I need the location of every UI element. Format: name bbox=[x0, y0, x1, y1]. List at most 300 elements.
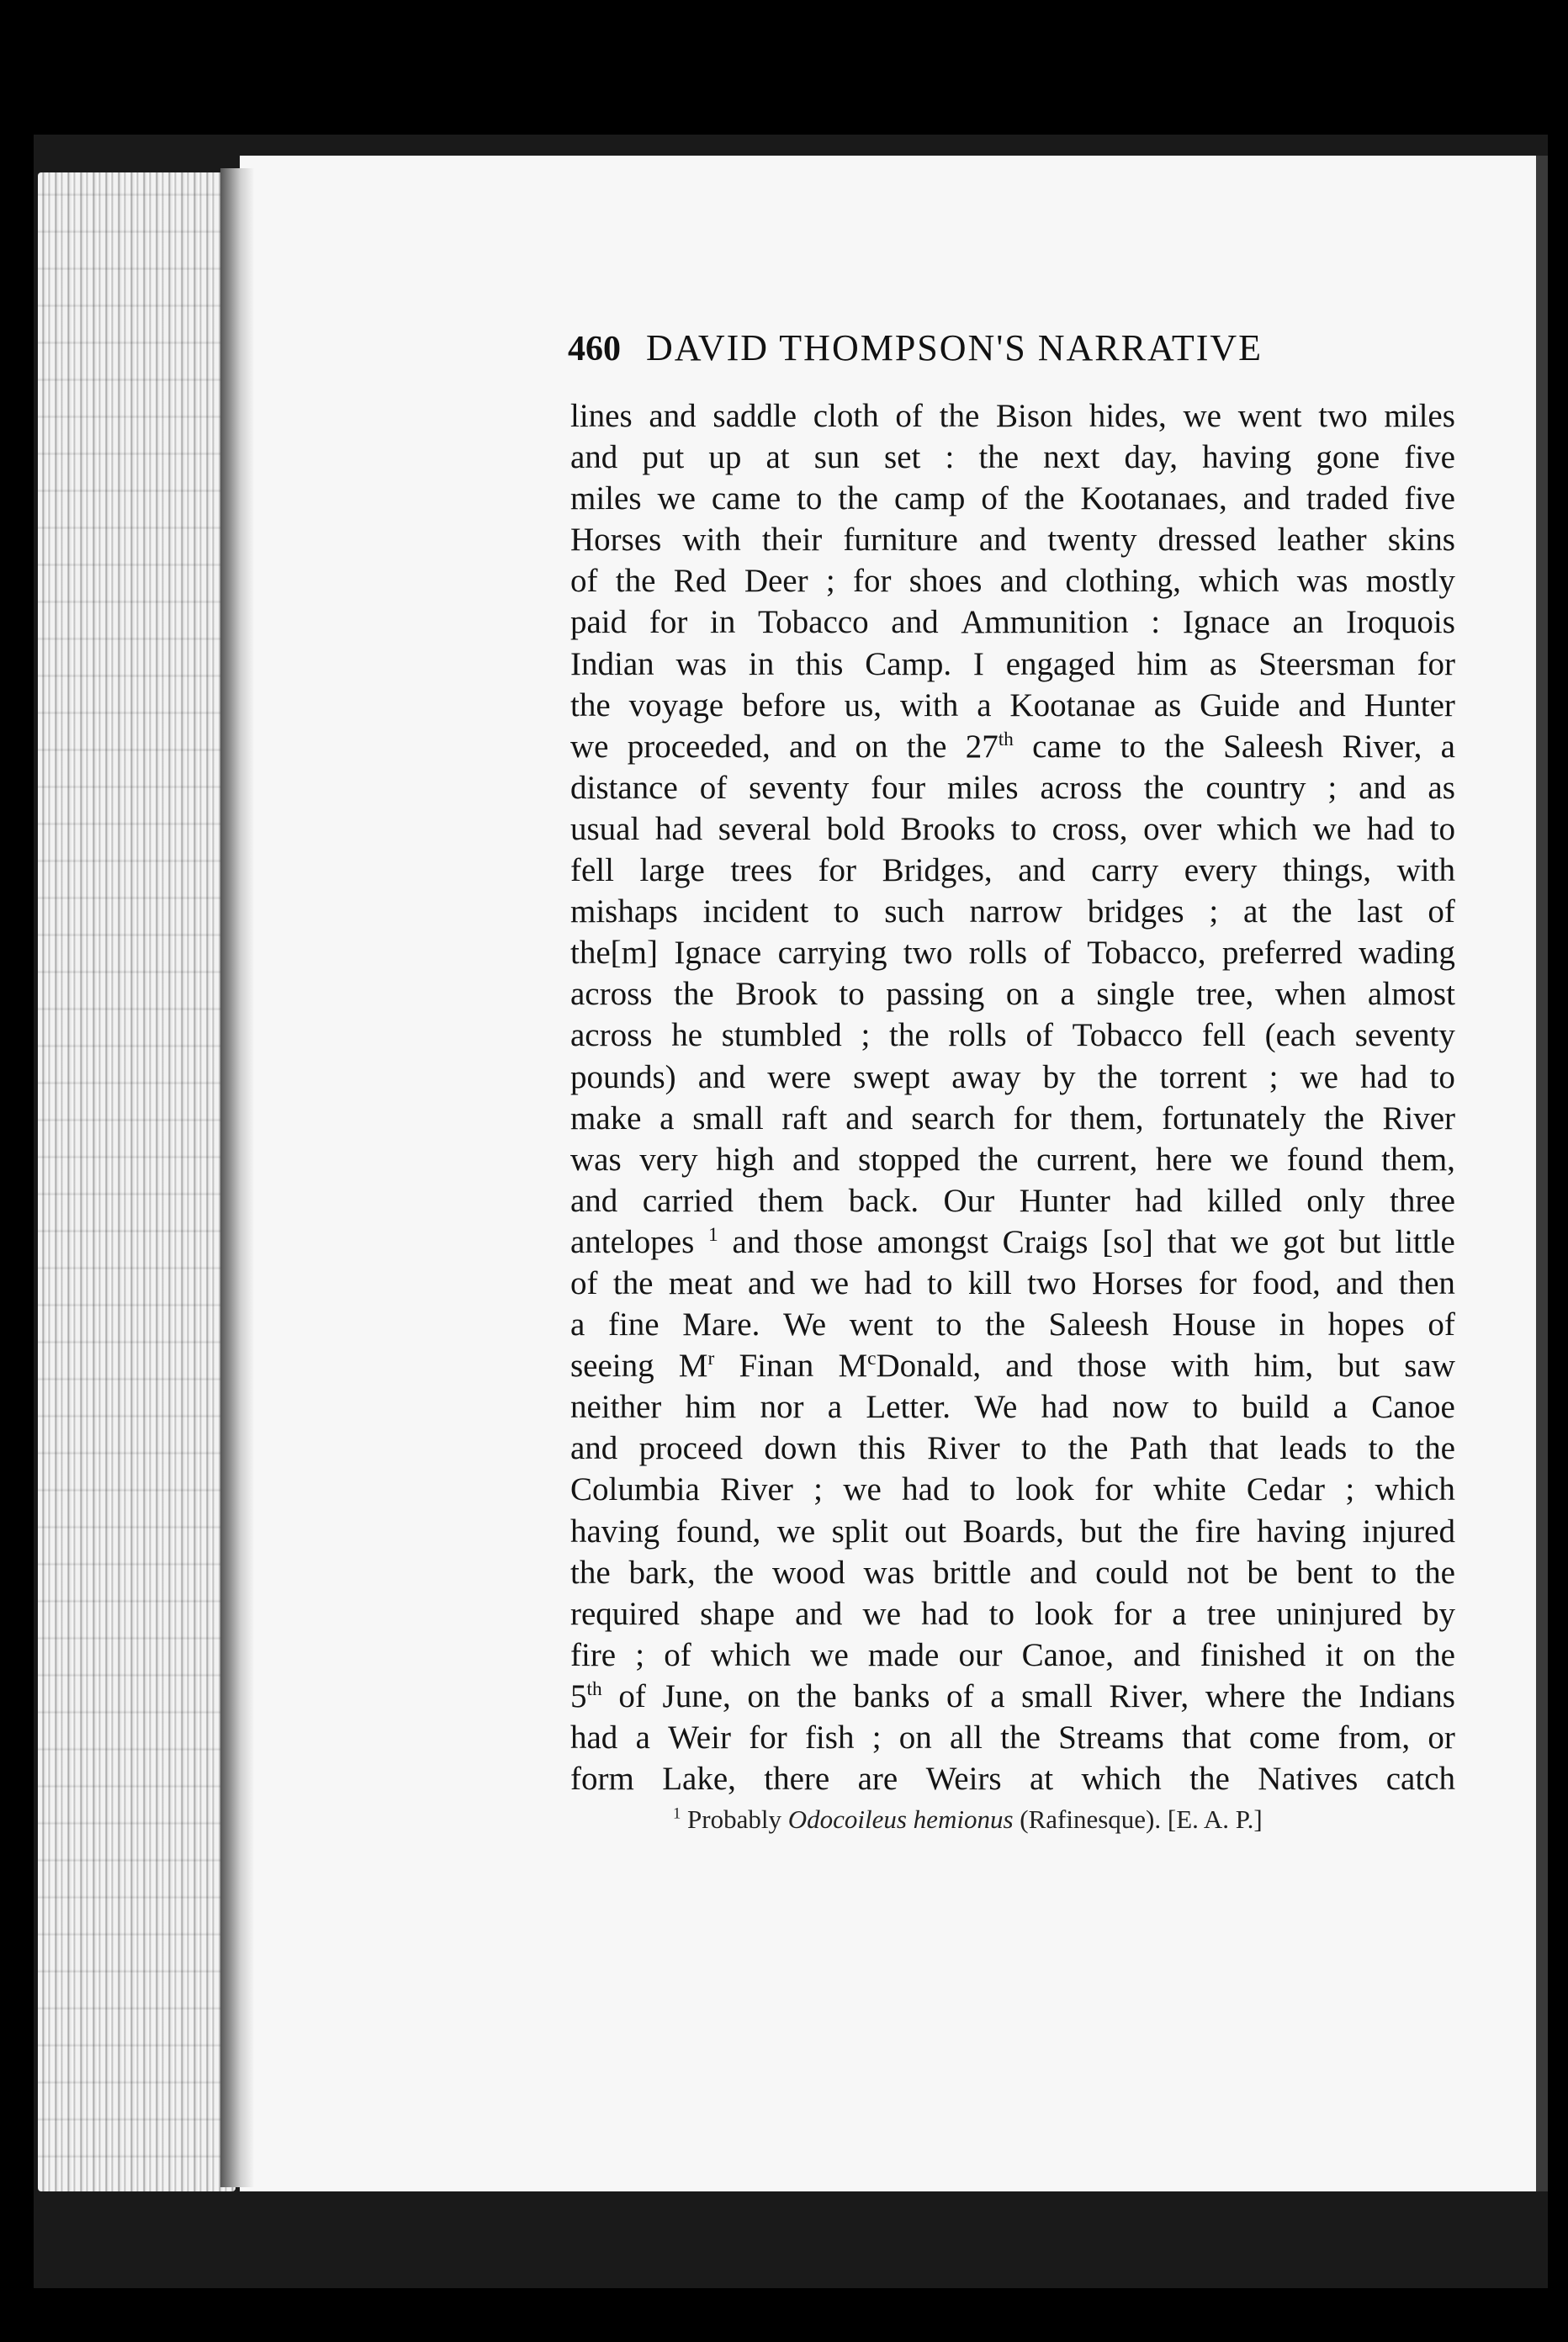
word: which bbox=[710, 1636, 792, 1673]
word: by bbox=[1422, 1595, 1455, 1632]
word: by bbox=[1042, 1058, 1076, 1095]
word: River, bbox=[1342, 728, 1422, 765]
word: little bbox=[1395, 1223, 1455, 1260]
word: went bbox=[1237, 398, 1302, 434]
word: of bbox=[1428, 1306, 1455, 1343]
word: we bbox=[1312, 810, 1352, 847]
word: usual bbox=[570, 810, 640, 847]
word: traded bbox=[1306, 480, 1389, 517]
word: to bbox=[839, 976, 865, 1013]
word: Ignace bbox=[674, 935, 762, 972]
word: We bbox=[974, 1389, 1018, 1426]
text-line bbox=[570, 560, 1455, 601]
word: and bbox=[1005, 1348, 1053, 1385]
word: furniture bbox=[843, 522, 958, 559]
text-line bbox=[570, 973, 1455, 1015]
word: for bbox=[1094, 1471, 1133, 1508]
word: make bbox=[570, 1099, 642, 1137]
word: single bbox=[1096, 976, 1175, 1013]
text-line bbox=[570, 1263, 1455, 1304]
running-head bbox=[568, 326, 1354, 377]
text-line bbox=[570, 1304, 1455, 1345]
word: went bbox=[849, 1306, 914, 1343]
word: Ignace bbox=[1182, 604, 1270, 641]
text-line bbox=[570, 478, 1455, 519]
word: across bbox=[1040, 769, 1122, 806]
word: engaged bbox=[1005, 645, 1115, 682]
text-line bbox=[570, 437, 1455, 478]
word: to bbox=[927, 1264, 953, 1301]
word: to bbox=[1192, 1389, 1218, 1426]
word: for bbox=[1113, 1595, 1152, 1632]
word: meat bbox=[668, 1264, 733, 1301]
word: Columbia bbox=[570, 1471, 700, 1508]
word: House bbox=[1172, 1306, 1256, 1343]
word: high bbox=[716, 1141, 775, 1178]
word: such bbox=[884, 893, 945, 930]
word: we bbox=[843, 1471, 882, 1508]
word: finished bbox=[1200, 1636, 1306, 1673]
word: rolls bbox=[948, 1017, 1007, 1054]
word: camp bbox=[893, 480, 966, 517]
word: we bbox=[657, 480, 696, 517]
word: 1 bbox=[708, 1223, 718, 1246]
word: a bbox=[1332, 1389, 1348, 1426]
word: to bbox=[1021, 1430, 1047, 1467]
word: and bbox=[747, 1264, 796, 1301]
word: them bbox=[758, 1182, 824, 1219]
word: in bbox=[748, 645, 775, 682]
word: $M^cDonald$, bbox=[838, 1348, 982, 1385]
word: then bbox=[1398, 1264, 1455, 1301]
word: and bbox=[978, 522, 1027, 559]
word: I bbox=[972, 645, 984, 682]
word: five bbox=[1404, 480, 1455, 517]
word: to bbox=[1429, 810, 1455, 847]
word: kill bbox=[967, 1264, 1012, 1301]
word: ; bbox=[861, 1017, 871, 1054]
word: nor bbox=[760, 1389, 804, 1426]
text-line bbox=[570, 519, 1455, 560]
word: food, bbox=[1252, 1264, 1321, 1301]
word: and bbox=[1030, 1554, 1078, 1591]
text-line bbox=[570, 808, 1455, 850]
word: came bbox=[711, 480, 781, 517]
word: 27th bbox=[965, 728, 1014, 765]
word: Craigs bbox=[1002, 1223, 1089, 1260]
word: was bbox=[1296, 563, 1348, 600]
text-line bbox=[570, 1180, 1455, 1221]
word: only bbox=[1306, 1182, 1365, 1219]
word: dressed bbox=[1157, 522, 1257, 559]
word: we bbox=[1230, 1141, 1269, 1178]
word: the bbox=[570, 1554, 611, 1591]
word: had bbox=[921, 1595, 969, 1632]
word: of bbox=[570, 563, 598, 600]
word: when bbox=[1274, 976, 1347, 1013]
word: with bbox=[1171, 1348, 1230, 1385]
text-line bbox=[570, 1098, 1455, 1139]
word: small bbox=[1021, 1677, 1093, 1714]
word: a bbox=[990, 1677, 1005, 1714]
text-line bbox=[570, 1428, 1455, 1469]
word: not bbox=[1186, 1554, 1229, 1591]
word: for bbox=[853, 563, 892, 600]
word: he bbox=[671, 1017, 702, 1054]
word: an bbox=[1292, 604, 1324, 641]
word: but bbox=[1080, 1513, 1122, 1550]
word: Brooks bbox=[900, 810, 996, 847]
word: proceeded, bbox=[627, 728, 771, 765]
word: for bbox=[818, 852, 857, 889]
word: River bbox=[1382, 1099, 1455, 1137]
word: We bbox=[783, 1306, 827, 1343]
word: which bbox=[1199, 563, 1279, 600]
word: a bbox=[827, 1389, 843, 1426]
word: River bbox=[720, 1471, 793, 1508]
word: form bbox=[570, 1761, 634, 1798]
word: fire bbox=[1195, 1513, 1241, 1550]
word: on bbox=[747, 1677, 781, 1714]
word: the bbox=[906, 728, 947, 765]
word: for bbox=[749, 1719, 787, 1756]
word: there bbox=[764, 1761, 830, 1798]
word: Bison bbox=[995, 398, 1073, 434]
word: pounds) bbox=[570, 1058, 676, 1095]
word: Mare. bbox=[682, 1306, 760, 1343]
word: a bbox=[1060, 976, 1075, 1013]
word: things, bbox=[1282, 852, 1372, 889]
text-line bbox=[570, 726, 1455, 767]
word: skins bbox=[1387, 522, 1455, 559]
word: here bbox=[1155, 1141, 1212, 1178]
body-text bbox=[570, 395, 1455, 1799]
word: of bbox=[664, 1636, 691, 1673]
word: him bbox=[685, 1389, 737, 1426]
word: Tobacco, bbox=[1087, 935, 1206, 972]
word: antelopes bbox=[570, 1223, 695, 1260]
word: a bbox=[1440, 728, 1455, 765]
word: wading bbox=[1359, 935, 1455, 972]
running-title: DAVID THOMPSON'S NARRATIVE bbox=[646, 327, 1263, 368]
word: and bbox=[1298, 686, 1346, 723]
word: Lake, bbox=[662, 1761, 736, 1798]
word: of bbox=[946, 1677, 974, 1714]
word: the bbox=[889, 1017, 930, 1054]
word: country bbox=[1205, 769, 1306, 806]
word: split bbox=[831, 1513, 888, 1550]
footnote bbox=[673, 1804, 1430, 1835]
word: we bbox=[1183, 398, 1221, 434]
word: to bbox=[1368, 1430, 1395, 1467]
word: them, bbox=[1069, 1099, 1144, 1137]
word: narrow bbox=[969, 893, 1062, 930]
text-line bbox=[570, 1511, 1455, 1552]
word: last bbox=[1357, 893, 1403, 930]
word: Tobacco bbox=[1072, 1017, 1184, 1054]
word: miles bbox=[947, 769, 1019, 806]
word: Brook bbox=[735, 976, 818, 1013]
word: bark, bbox=[628, 1554, 696, 1591]
word: Red bbox=[673, 563, 727, 600]
word: ; bbox=[635, 1636, 645, 1673]
word: on bbox=[1363, 1636, 1396, 1673]
word: which bbox=[1375, 1471, 1455, 1508]
word: the bbox=[674, 976, 714, 1013]
word: that bbox=[1209, 1430, 1258, 1467]
word: Horses bbox=[570, 522, 662, 559]
word: the bbox=[1138, 1513, 1179, 1550]
word: Indian bbox=[570, 645, 654, 682]
word: Horses bbox=[1092, 1264, 1184, 1301]
word: wood bbox=[771, 1554, 845, 1591]
footnote-species: Odocoileus hemionus bbox=[787, 1804, 1014, 1834]
word: we bbox=[810, 1264, 850, 1301]
word: clothing, bbox=[1065, 563, 1181, 600]
text-line bbox=[570, 1221, 1455, 1263]
word: distance bbox=[570, 769, 678, 806]
word: Kootanaes, bbox=[1080, 480, 1227, 517]
word: on bbox=[855, 728, 888, 765]
word: and bbox=[999, 563, 1048, 600]
word: the bbox=[939, 398, 980, 434]
word: to bbox=[1010, 810, 1037, 847]
word: which bbox=[1216, 810, 1298, 847]
word: for bbox=[1417, 645, 1455, 682]
word: four bbox=[871, 769, 926, 806]
word: Weir bbox=[668, 1719, 731, 1756]
word: back. bbox=[848, 1182, 919, 1219]
word: : bbox=[945, 439, 955, 476]
word: of bbox=[981, 480, 1009, 517]
word: Streams bbox=[1058, 1719, 1164, 1756]
word: was bbox=[863, 1554, 915, 1591]
word: (each bbox=[1264, 1017, 1337, 1054]
word: was bbox=[675, 645, 728, 682]
word: the bbox=[1415, 1636, 1455, 1673]
word: voyage bbox=[628, 686, 724, 723]
word: at bbox=[765, 439, 790, 476]
word: stumbled bbox=[721, 1017, 842, 1054]
word: at bbox=[1029, 1761, 1054, 1798]
word: from, bbox=[1338, 1719, 1411, 1756]
word: which bbox=[1081, 1761, 1162, 1798]
word: banks bbox=[853, 1677, 930, 1714]
word: our bbox=[958, 1636, 1003, 1673]
text-line bbox=[570, 767, 1455, 808]
word: set bbox=[884, 439, 921, 476]
word: Hunter bbox=[1019, 1182, 1110, 1219]
text-line bbox=[570, 395, 1455, 437]
text-line bbox=[570, 850, 1455, 891]
word: carried bbox=[642, 1182, 734, 1219]
word: to bbox=[1120, 728, 1146, 765]
word: fish bbox=[804, 1719, 855, 1756]
page-edges bbox=[38, 172, 236, 2191]
word: look bbox=[1015, 1471, 1074, 1508]
word: and bbox=[697, 1058, 746, 1095]
text-line bbox=[570, 932, 1455, 973]
word: Hunter bbox=[1364, 686, 1455, 723]
word: paid bbox=[570, 604, 628, 641]
word: in bbox=[1279, 1306, 1305, 1343]
word: saddle bbox=[712, 398, 797, 434]
word: preferred bbox=[1221, 935, 1343, 972]
word: carry bbox=[1091, 852, 1159, 889]
word: the bbox=[797, 1677, 837, 1714]
word: ; bbox=[1269, 1058, 1279, 1095]
word: fortunately bbox=[1162, 1099, 1306, 1137]
word: $M^r$ bbox=[678, 1348, 715, 1385]
word: very bbox=[639, 1141, 698, 1178]
word: uninjured bbox=[1276, 1595, 1402, 1632]
word: and bbox=[1018, 852, 1066, 889]
word: and bbox=[845, 1099, 893, 1137]
word: their bbox=[761, 522, 823, 559]
word: miles bbox=[570, 480, 642, 517]
word: that bbox=[1182, 1719, 1232, 1756]
word: those bbox=[793, 1223, 863, 1260]
word: seeing bbox=[570, 1348, 654, 1385]
word: the bbox=[1189, 1761, 1230, 1798]
word: River bbox=[927, 1430, 1000, 1467]
word: shoes bbox=[908, 563, 983, 600]
word: neither bbox=[570, 1389, 662, 1426]
word: the[m] bbox=[570, 935, 658, 972]
word: but bbox=[1338, 1223, 1381, 1260]
word: Weirs bbox=[925, 1761, 1002, 1798]
word: the bbox=[1143, 769, 1184, 806]
word: over bbox=[1143, 810, 1202, 847]
word: Canoe, bbox=[1021, 1636, 1114, 1673]
word: Indians bbox=[1359, 1677, 1455, 1714]
word: of bbox=[895, 398, 923, 434]
word: of bbox=[618, 1677, 646, 1714]
word: as bbox=[1153, 686, 1182, 723]
word: this bbox=[858, 1430, 906, 1467]
word: River, bbox=[1109, 1677, 1189, 1714]
word: to bbox=[936, 1306, 962, 1343]
word: small bbox=[692, 1099, 764, 1137]
word: search bbox=[911, 1099, 995, 1137]
word: catch bbox=[1385, 1761, 1455, 1798]
text-line bbox=[570, 601, 1455, 643]
word: every bbox=[1184, 852, 1258, 889]
word: Steersman bbox=[1258, 645, 1396, 682]
word: raft bbox=[781, 1099, 828, 1137]
word: mishaps bbox=[570, 893, 678, 930]
word: him, bbox=[1253, 1348, 1314, 1385]
word: could bbox=[1095, 1554, 1168, 1591]
word: Kootanae bbox=[1009, 686, 1136, 723]
word: miles bbox=[1384, 398, 1455, 434]
word: twenty bbox=[1047, 522, 1137, 559]
word: come bbox=[1248, 1719, 1321, 1756]
word: the bbox=[1415, 1430, 1455, 1467]
word: had bbox=[1366, 810, 1415, 847]
word: leads bbox=[1279, 1430, 1348, 1467]
word: gone bbox=[1316, 439, 1380, 476]
word: large bbox=[639, 852, 705, 889]
word: Saleesh bbox=[1048, 1306, 1149, 1343]
word: as bbox=[1428, 769, 1455, 806]
word: us, bbox=[844, 686, 882, 723]
word: him bbox=[1136, 645, 1189, 682]
word: incident bbox=[702, 893, 809, 930]
word: had bbox=[1041, 1389, 1089, 1426]
page-number: 460 bbox=[568, 330, 621, 368]
word: we bbox=[810, 1636, 849, 1673]
word: put bbox=[642, 439, 685, 476]
word: the bbox=[1024, 480, 1065, 517]
word: but bbox=[1338, 1348, 1380, 1385]
word: Boards, bbox=[962, 1513, 1064, 1550]
word: fine bbox=[607, 1306, 660, 1343]
word: them, bbox=[1381, 1141, 1455, 1178]
word: the bbox=[1415, 1554, 1455, 1591]
text-line bbox=[570, 685, 1455, 726]
word: away bbox=[951, 1058, 1021, 1095]
word: the bbox=[713, 1554, 755, 1591]
word: stopped bbox=[857, 1141, 961, 1178]
word: five bbox=[1404, 439, 1455, 476]
word: a bbox=[635, 1719, 650, 1756]
word: brittle bbox=[933, 1554, 1012, 1591]
text-line bbox=[570, 1469, 1455, 1510]
word: of bbox=[1043, 935, 1071, 972]
word: all bbox=[950, 1719, 983, 1756]
word: ; bbox=[813, 1471, 823, 1508]
word: Natives bbox=[1258, 1761, 1359, 1798]
word: with bbox=[682, 522, 741, 559]
word: the bbox=[1000, 1719, 1041, 1756]
word: and bbox=[891, 604, 939, 641]
word: bold bbox=[826, 810, 886, 847]
word: we bbox=[570, 728, 609, 765]
word: this bbox=[796, 645, 844, 682]
word: and bbox=[1359, 769, 1406, 806]
word: trees bbox=[730, 852, 792, 889]
word: bridges bbox=[1087, 893, 1184, 930]
text-line bbox=[570, 1386, 1455, 1428]
word: having bbox=[570, 1513, 660, 1550]
word: leather bbox=[1277, 522, 1367, 559]
word: having bbox=[1202, 439, 1292, 476]
text-line bbox=[570, 1139, 1455, 1180]
word: two bbox=[1027, 1264, 1077, 1301]
word: for bbox=[649, 604, 688, 641]
word: fell bbox=[570, 852, 614, 889]
word: to bbox=[834, 893, 860, 930]
word: are bbox=[857, 1761, 898, 1798]
word: those bbox=[1077, 1348, 1147, 1385]
word: out bbox=[904, 1513, 947, 1550]
text-line bbox=[570, 644, 1455, 685]
word: seventy bbox=[1354, 1017, 1455, 1054]
word: three bbox=[1390, 1182, 1455, 1219]
word: the bbox=[1301, 1677, 1343, 1714]
word: sun bbox=[813, 439, 860, 476]
word: we bbox=[776, 1513, 816, 1550]
word: almost bbox=[1367, 976, 1455, 1013]
text-line bbox=[570, 891, 1455, 932]
word: seventy bbox=[749, 769, 850, 806]
word: be bbox=[1247, 1554, 1279, 1591]
word: of bbox=[570, 1264, 598, 1301]
word: found bbox=[1286, 1141, 1364, 1178]
text-line bbox=[570, 1676, 1455, 1717]
word: : bbox=[1151, 604, 1161, 641]
